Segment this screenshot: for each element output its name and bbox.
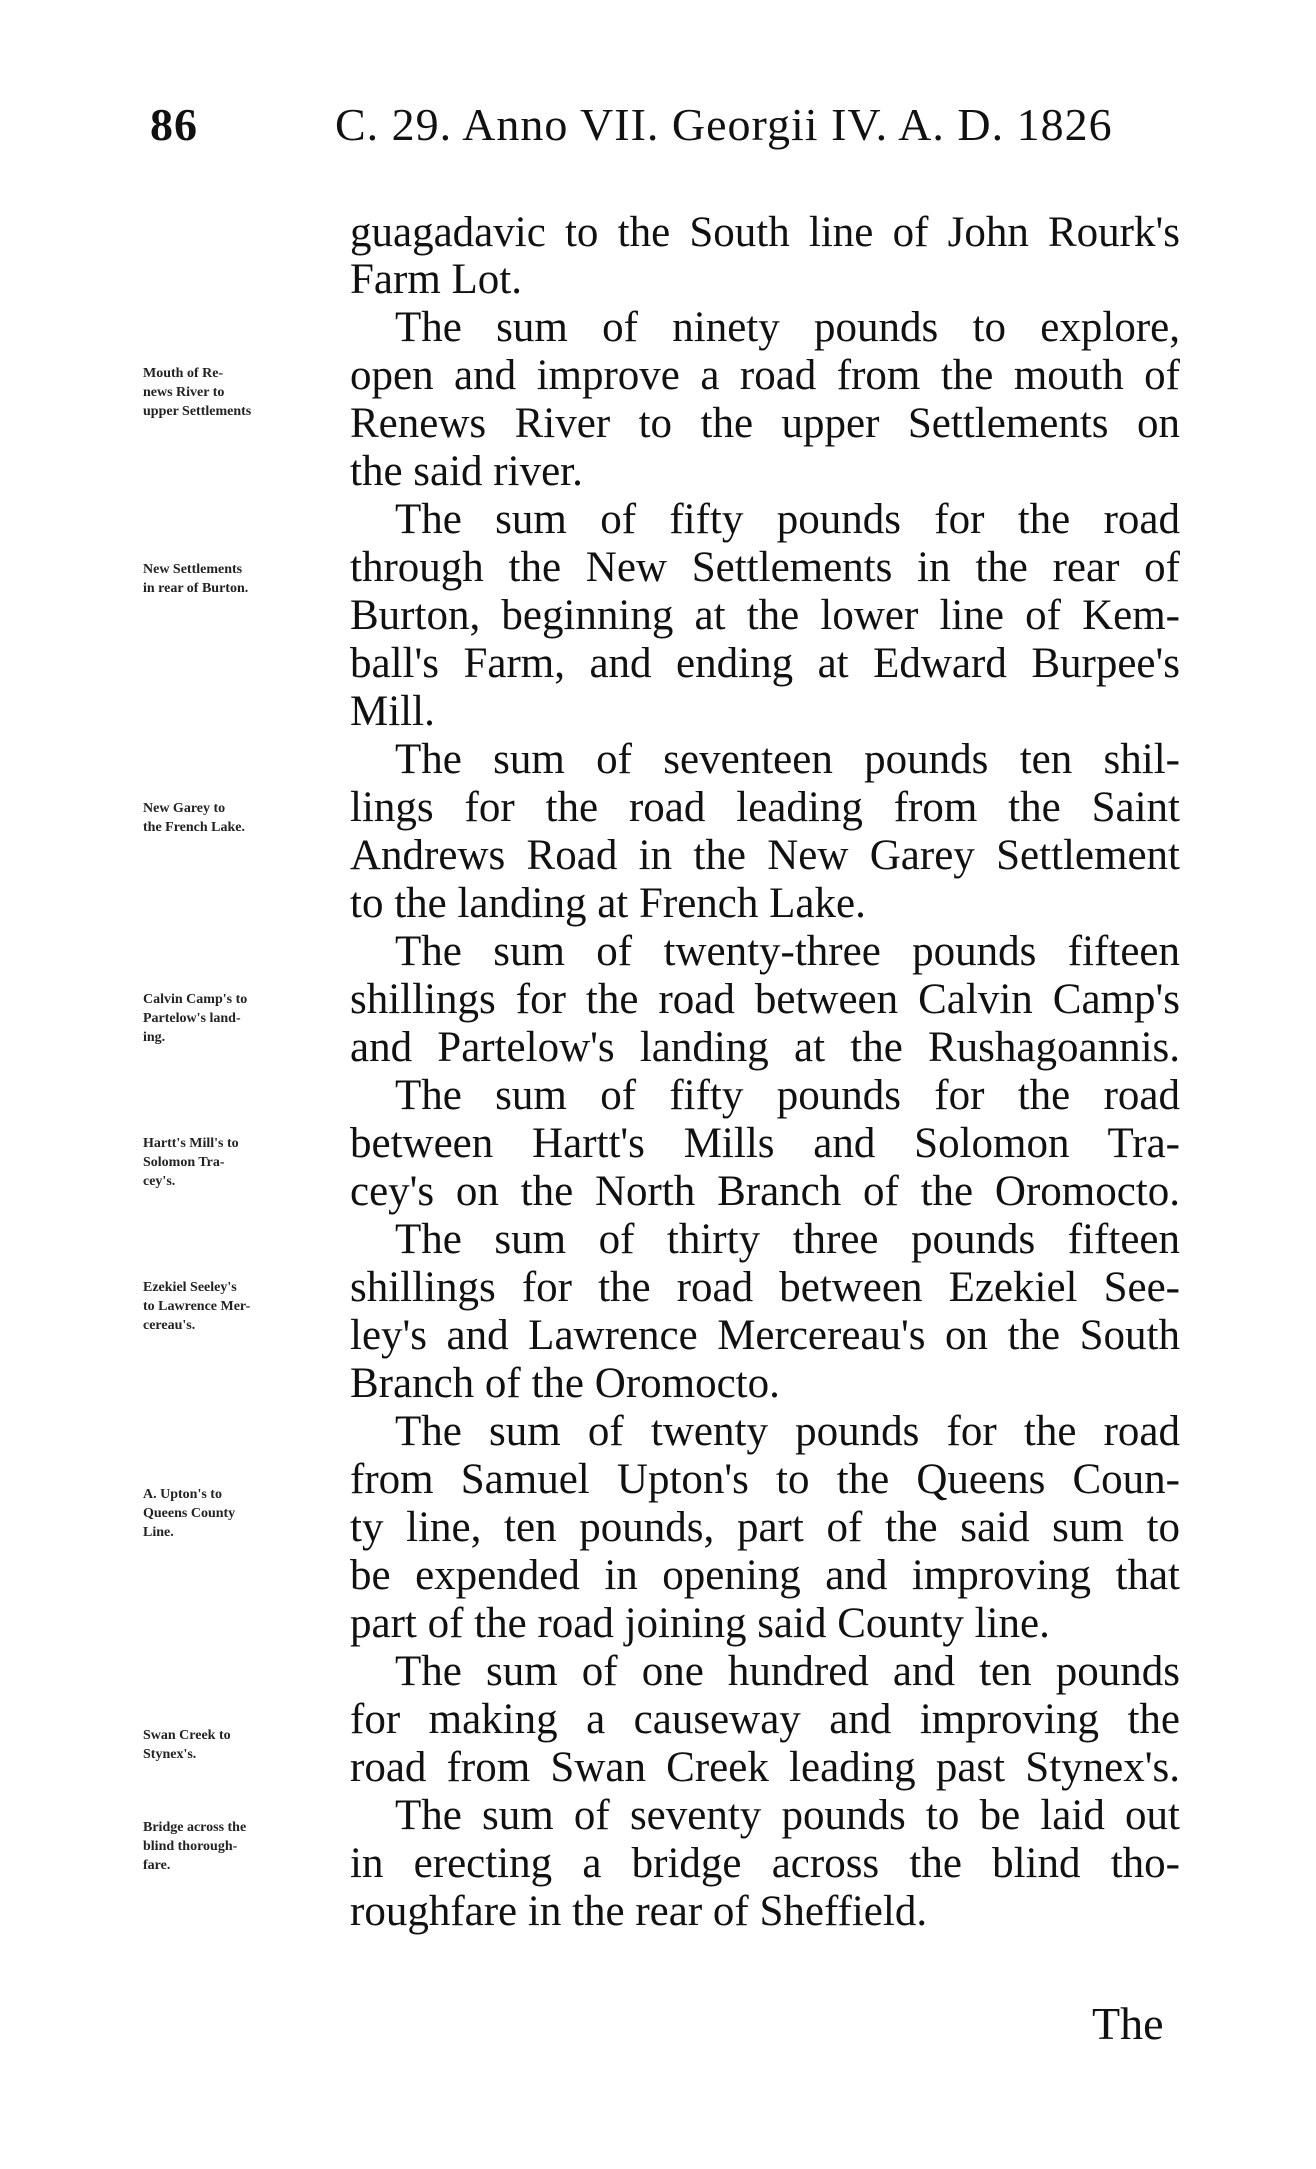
text-line: Andrews Road in the New Garey Settlement bbox=[350, 832, 1180, 879]
text-line: between Hartt's Mills and Solomon Tra- bbox=[350, 1120, 1180, 1167]
text-line: Mill. bbox=[350, 688, 435, 735]
margin-note-line: blind thorough- bbox=[143, 1839, 238, 1854]
text-line: ty line, ten pounds, part of the said sum to bbox=[350, 1504, 1180, 1551]
text-line: part of the road joining said County line. bbox=[350, 1600, 1050, 1647]
margin-note-line: the French Lake. bbox=[143, 820, 246, 835]
margin-note bbox=[143, 1485, 338, 1542]
margin-note-line: Solomon Tra- bbox=[143, 1155, 225, 1170]
margin-note-line: fare. bbox=[143, 1858, 171, 1873]
text-line: through the New Settlements in the rear of bbox=[350, 544, 1180, 591]
margin-note-line: upper Settlements bbox=[143, 404, 252, 419]
margin-note-line: Partelow's land- bbox=[143, 1011, 241, 1026]
text-line: in erecting a bridge across the blind tho- bbox=[350, 1840, 1180, 1887]
margin-note-line: Swan Creek to bbox=[143, 1728, 231, 1743]
margin-note-line: cereau's. bbox=[143, 1318, 196, 1333]
text-line: The sum of seventeen pounds ten shil- bbox=[395, 736, 1180, 783]
margin-note bbox=[143, 799, 338, 837]
margin-note-line: Stynex's. bbox=[143, 1747, 197, 1762]
text-line: ley's and Lawrence Mercereau's on the South bbox=[350, 1312, 1180, 1359]
margin-note bbox=[143, 1726, 338, 1764]
text-line: The sum of thirty three pounds fifteen bbox=[395, 1216, 1180, 1263]
text-line: The sum of twenty pounds for the road bbox=[395, 1408, 1180, 1455]
margin-note bbox=[143, 1818, 338, 1875]
margin-note-line: cey's. bbox=[143, 1174, 176, 1189]
margin-note bbox=[143, 990, 338, 1047]
page-number: 86 bbox=[150, 99, 198, 150]
text-line: road from Swan Creek leading past Stynex's. bbox=[350, 1744, 1180, 1791]
margin-note-line: to Lawrence Mer- bbox=[143, 1299, 251, 1314]
text-line: The sum of ninety pounds to explore, bbox=[395, 304, 1180, 351]
margin-note-line: Line. bbox=[143, 1525, 174, 1540]
text-line: for making a causeway and improving the bbox=[350, 1696, 1180, 1743]
text-line: The sum of fifty pounds for the road bbox=[395, 1072, 1180, 1119]
margin-note-line: news River to bbox=[143, 385, 225, 400]
text-line: roughfare in the rear of Sheffield. bbox=[350, 1888, 928, 1935]
margin-note bbox=[143, 364, 338, 421]
margin-note-line: Bridge across the bbox=[143, 1820, 247, 1835]
text-line: Branch of the Oromocto. bbox=[350, 1360, 780, 1407]
text-line: The sum of seventy pounds to be laid out bbox=[395, 1792, 1180, 1839]
text-line: The sum of one hundred and ten pounds bbox=[395, 1648, 1180, 1695]
text-line: shillings for the road between Calvin Camp's bbox=[350, 976, 1180, 1023]
text-line: from Samuel Upton's to the Queens Coun- bbox=[350, 1456, 1180, 1503]
margin-note-line: A. Upton's to bbox=[143, 1487, 222, 1502]
margin-note-line: New Garey to bbox=[143, 801, 226, 816]
text-line: and Partelow's landing at the Rushagoannis. bbox=[350, 1024, 1180, 1071]
margin-note bbox=[143, 1134, 338, 1191]
catchword: The bbox=[1092, 1998, 1164, 2049]
text-line: shillings for the road between Ezekiel See- bbox=[350, 1264, 1180, 1311]
margin-note-line: Mouth of Re- bbox=[143, 366, 224, 381]
text-line: be expended in opening and improving that bbox=[350, 1552, 1180, 1599]
text-line: Burton, beginning at the lower line of Kem- bbox=[350, 592, 1180, 639]
text-line: cey's on the North Branch of the Oromocto. bbox=[350, 1168, 1180, 1215]
text-line: Renews River to the upper Settlements on bbox=[350, 400, 1180, 447]
text-line: ball's Farm, and ending at Edward Burpee's bbox=[350, 640, 1180, 687]
margin-note-line: ing. bbox=[143, 1030, 166, 1045]
text-line: guagadavic to the South line of John Rourk's bbox=[350, 209, 1180, 256]
margin-note-line: New Settlements bbox=[143, 562, 243, 577]
text-line: The sum of fifty pounds for the road bbox=[395, 496, 1180, 543]
margin-note-line: Hartt's Mill's to bbox=[143, 1136, 239, 1151]
margin-note bbox=[143, 1278, 338, 1335]
margin-note-line: in rear of Burton. bbox=[143, 581, 249, 596]
text-line: open and improve a road from the mouth of bbox=[350, 352, 1180, 399]
running-head: C. 29. Anno VII. Georgii IV. A. D. 1826 bbox=[335, 99, 1113, 150]
text-line: the said river. bbox=[350, 448, 583, 495]
margin-note bbox=[143, 560, 338, 598]
text-line: lings for the road leading from the Saint bbox=[350, 784, 1180, 831]
margin-note-line: Ezekiel Seeley's bbox=[143, 1280, 237, 1295]
margin-note-line: Queens County bbox=[143, 1506, 236, 1521]
text-line: The sum of twenty-three pounds fifteen bbox=[395, 928, 1180, 975]
margin-note-line: Calvin Camp's to bbox=[143, 992, 248, 1007]
text-line: to the landing at French Lake. bbox=[350, 880, 866, 927]
text-line: Farm Lot. bbox=[350, 256, 522, 303]
